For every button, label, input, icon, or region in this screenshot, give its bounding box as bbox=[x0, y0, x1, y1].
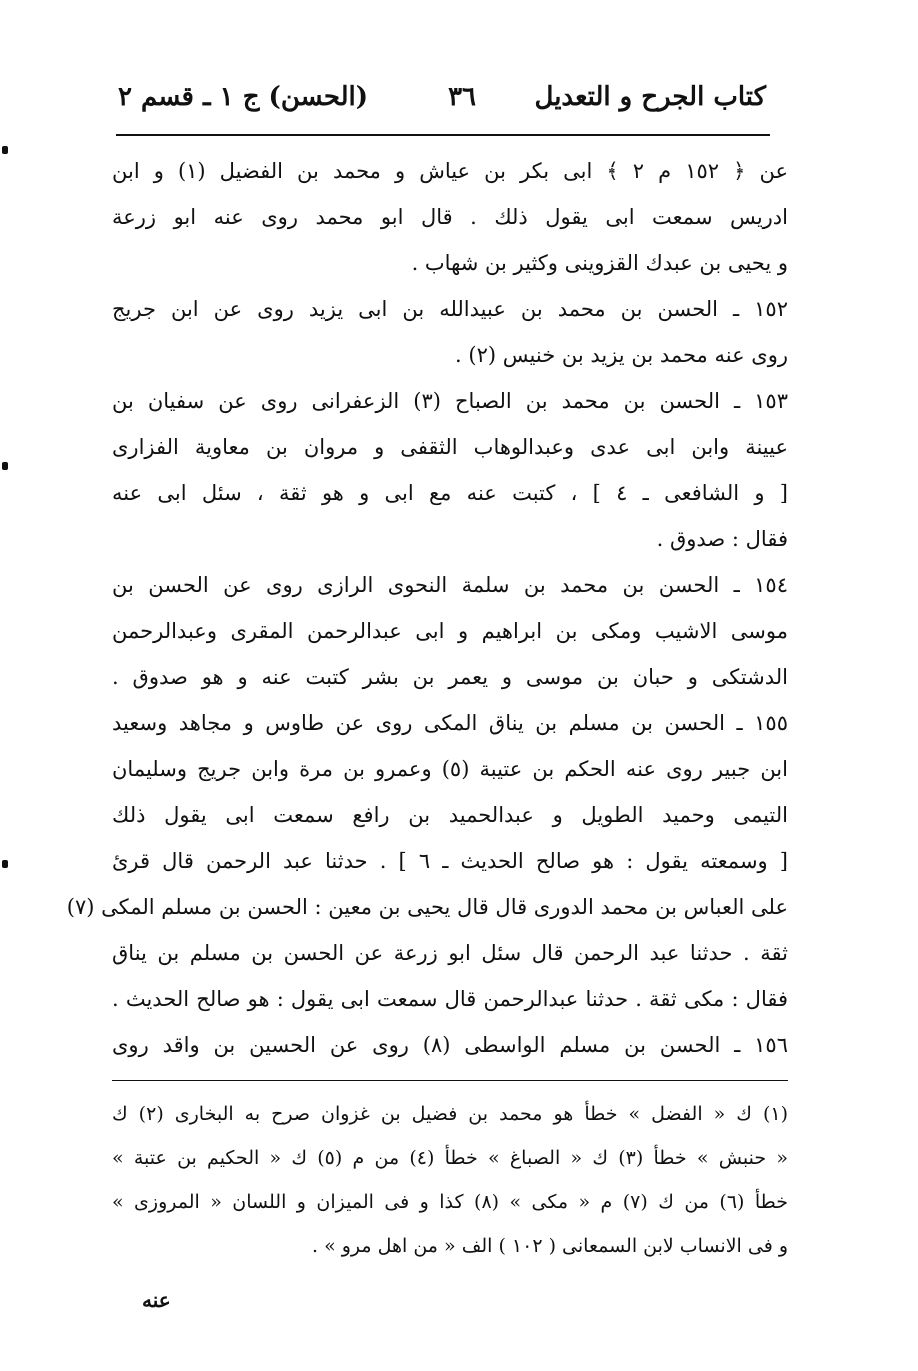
header-rule bbox=[116, 134, 770, 136]
entry-156: ١٥٦ ـ الحسن بن مسلم الواسطى (٨) روى عن الحسين بن واقد روى bbox=[112, 1033, 788, 1057]
footnote-line: « حنبش » خطأ (٣) ك « الصباغ » خطأ (٤) من م (٥) ك « الحكيم بن عتبة » bbox=[112, 1147, 788, 1169]
margin-mark bbox=[2, 860, 8, 868]
entry-154: ١٥٤ ـ الحسن بن محمد بن سلمة النحوى الرازى روى عن الحسن بن bbox=[112, 573, 788, 597]
text-line: [ وسمعته يقول : هو صالح الحديث ـ ٦ ] . حدثنا عبد الرحمن قال قرئ bbox=[112, 849, 788, 873]
text-line: ابن جبير روى عنه الحكم بن عتيبة (٥) وعمرو بن مرة وابن جريج وسليمان bbox=[112, 757, 788, 781]
text-line: فقال : صدوق . bbox=[656, 527, 788, 551]
text-line: روى عنه محمد بن يزيد بن خنيس (٢) . bbox=[455, 343, 788, 367]
footnote-line: و فى الانساب لابن السمعانى ( ١٠٢ ) الف « من اهل مرو » . bbox=[312, 1235, 788, 1257]
text-line: موسى الاشيب ومكى بن ابراهيم و ابى عبدالرحمن المقرى وعبدالرحمن bbox=[112, 619, 788, 643]
text-line: عن ﴿ ١٥٢ م ٢ ﴾ ابى بكر بن عياش و محمد بن الفضيل (١) و ابن bbox=[112, 159, 788, 183]
entry-152: ١٥٢ ـ الحسن بن محمد بن عبيدالله بن ابى يزيد روى عن ابن جريج bbox=[112, 297, 788, 321]
text-line: على العباس بن محمد الدورى قال قال يحيى بن معين : الحسن بن مسلم المكى (٧) bbox=[66, 895, 788, 919]
text-line: ادريس سمعت ابى يقول ذلك . قال ابو محمد روى عنه ابو زرعة bbox=[112, 205, 788, 229]
book-title: كتاب الجرح و التعديل bbox=[534, 82, 766, 112]
footnotes bbox=[112, 1092, 788, 1268]
text-line: عيينة وابن ابى عدى وعبدالوهاب الثقفى و مروان بن معاوية الفزارى bbox=[112, 435, 788, 459]
text-line: و يحيى بن عبدك القزوينى وكثير بن شهاب . bbox=[411, 251, 788, 275]
footnote-rule bbox=[112, 1080, 788, 1081]
text-line: الدشتكى و حبان بن موسى و يعمر بن بشر كتبت عنه و هو صدوق . bbox=[112, 665, 788, 689]
margin-mark bbox=[2, 462, 8, 470]
running-header bbox=[118, 82, 766, 126]
footnote-line: خطأ (٦) من ك (٧) م « مكى » (٨) كذا و فى الميزان و اللسان « المروزى » bbox=[112, 1191, 788, 1213]
text-line: ثقة . حدثنا عبد الرحمن قال سئل ابو زرعة عن الحسن بن مسلم بن يناق bbox=[112, 941, 788, 965]
entry-153: ١٥٣ ـ الحسن بن محمد بن الصباح (٣) الزعفرانى روى عن سفيان بن bbox=[112, 389, 788, 413]
main-text bbox=[66, 148, 788, 1068]
text-line: فقال : مكى ثقة . حدثنا عبدالرحمن قال سمعت ابى يقول : هو صالح الحديث . bbox=[112, 987, 788, 1011]
text-line: [ و الشافعى ـ ٤ ] ، كتبت عنه مع ابى و هو ثقة ، سئل ابى عنه bbox=[112, 481, 788, 505]
catchword: عنه bbox=[142, 1288, 171, 1312]
section-label: (الحسن) ج ١ ـ قسم ٢ bbox=[118, 82, 369, 112]
text-line: التيمى وحميد الطويل و عبدالحميد بن رافع سمعت ابى يقول ذلك bbox=[112, 803, 788, 827]
footnote-line: (١) ك « الفضل » خطأ هو محمد بن فضيل بن غزوان صرح به البخارى (٢) ك bbox=[112, 1103, 788, 1125]
page-number: ٣٦ bbox=[448, 82, 476, 112]
margin-mark bbox=[2, 146, 8, 154]
entry-155: ١٥٥ ـ الحسن بن مسلم بن يناق المكى روى عن طاوس و مجاهد وسعيد bbox=[112, 711, 788, 735]
